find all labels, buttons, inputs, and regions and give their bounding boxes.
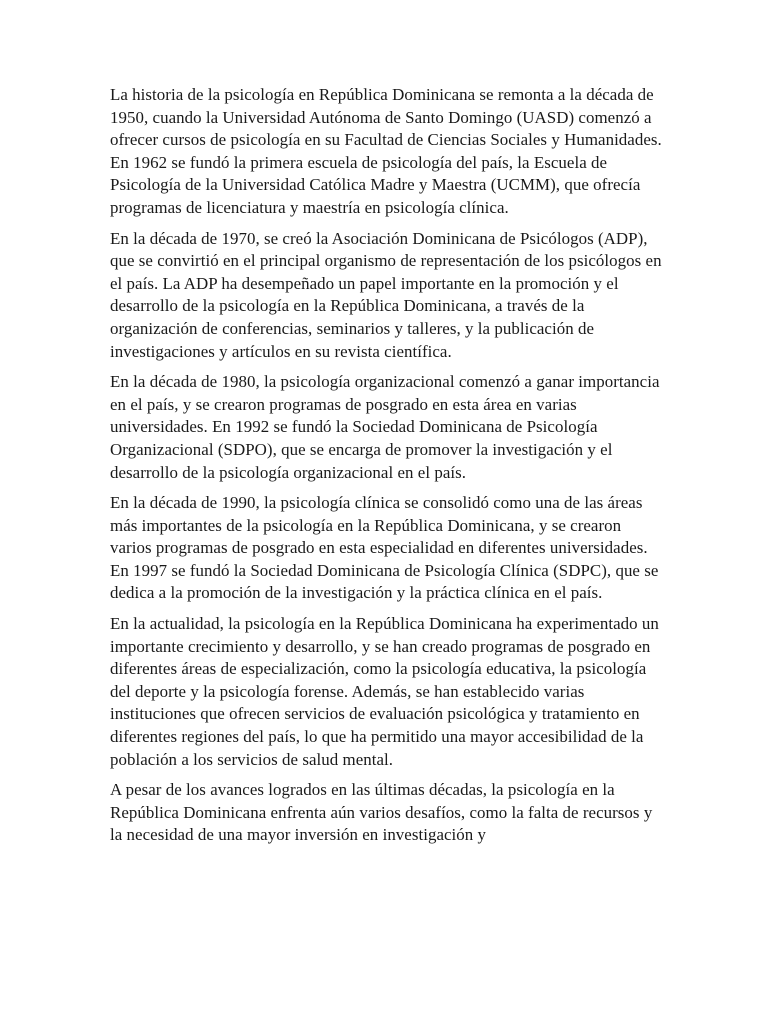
paragraph-3: En la década de 1980, la psicología organizacional comenzó a ganar importancia en el país, y se crearon programas de posgrado en esta área en varias universidades. En 1992 se fundó la Sociedad Dominicana de Psicología Organizacional (SDPO), que se encarga de promover la investigación y el desarrollo de la psicología organizacional en el país. bbox=[110, 372, 660, 482]
paragraph-6: A pesar de los avances logrados en las últimas décadas, la psicología en la República Dominicana enfrenta aún varios desafíos, como la falta de recursos y la necesidad de una mayor inversión en investigación y bbox=[110, 780, 653, 845]
paragraph-2: En la década de 1970, se creó la Asociación Dominicana de Psicólogos (ADP), que se convirtió en el principal organismo de representación de los psicólogos en el país. La ADP ha desempeñado un papel importante en la promoción y el desarrollo de la psicología en la República Dominicana, a través de la organización de conferencias, seminarios y talleres, y la publicación de investigaciones y artículos en su revista científica. bbox=[110, 228, 662, 361]
paragraph-4: En la década de 1990, la psicología clínica se consolidó como una de las áreas más importantes de la psicología en la República Dominicana, y se crearon varios programas de posgrado en esta especialidad en diferentes universidades. En 1997 se fundó la Sociedad Dominicana de Psicología Clínica (SDPC), que se dedica a la promoción de la investigación y la práctica clínica en el país. bbox=[110, 493, 659, 603]
paragraph-5: En la actualidad, la psicología en la República Dominicana ha experimentado un importante crecimiento y desarrollo, y se han creado programas de posgrado en diferentes áreas de especialización, como la psicología educativa, la psicología del deporte y la psicología forense. Además, se han establecido varias instituciones que ofrecen servicios de evaluación psicológica y tratamiento en diferentes regiones del país, lo que ha permitido una mayor accesibilidad de la población a los servicios de salud mental. bbox=[110, 614, 659, 769]
paragraph-1: La historia de la psicología en República Dominicana se remonta a la década de 1950, cuando la Universidad Autónoma de Santo Domingo (UASD) comenzó a ofrecer cursos de psicología en su Facultad de Ciencias Sociales y Humanidades. En 1962 se fundó la primera escuela de psicología del país, la Escuela de Psicología de la Universidad Católica Madre y Maestra (UCMM), que ofrecía programas de licenciatura y maestría en psicología clínica. bbox=[110, 85, 662, 217]
